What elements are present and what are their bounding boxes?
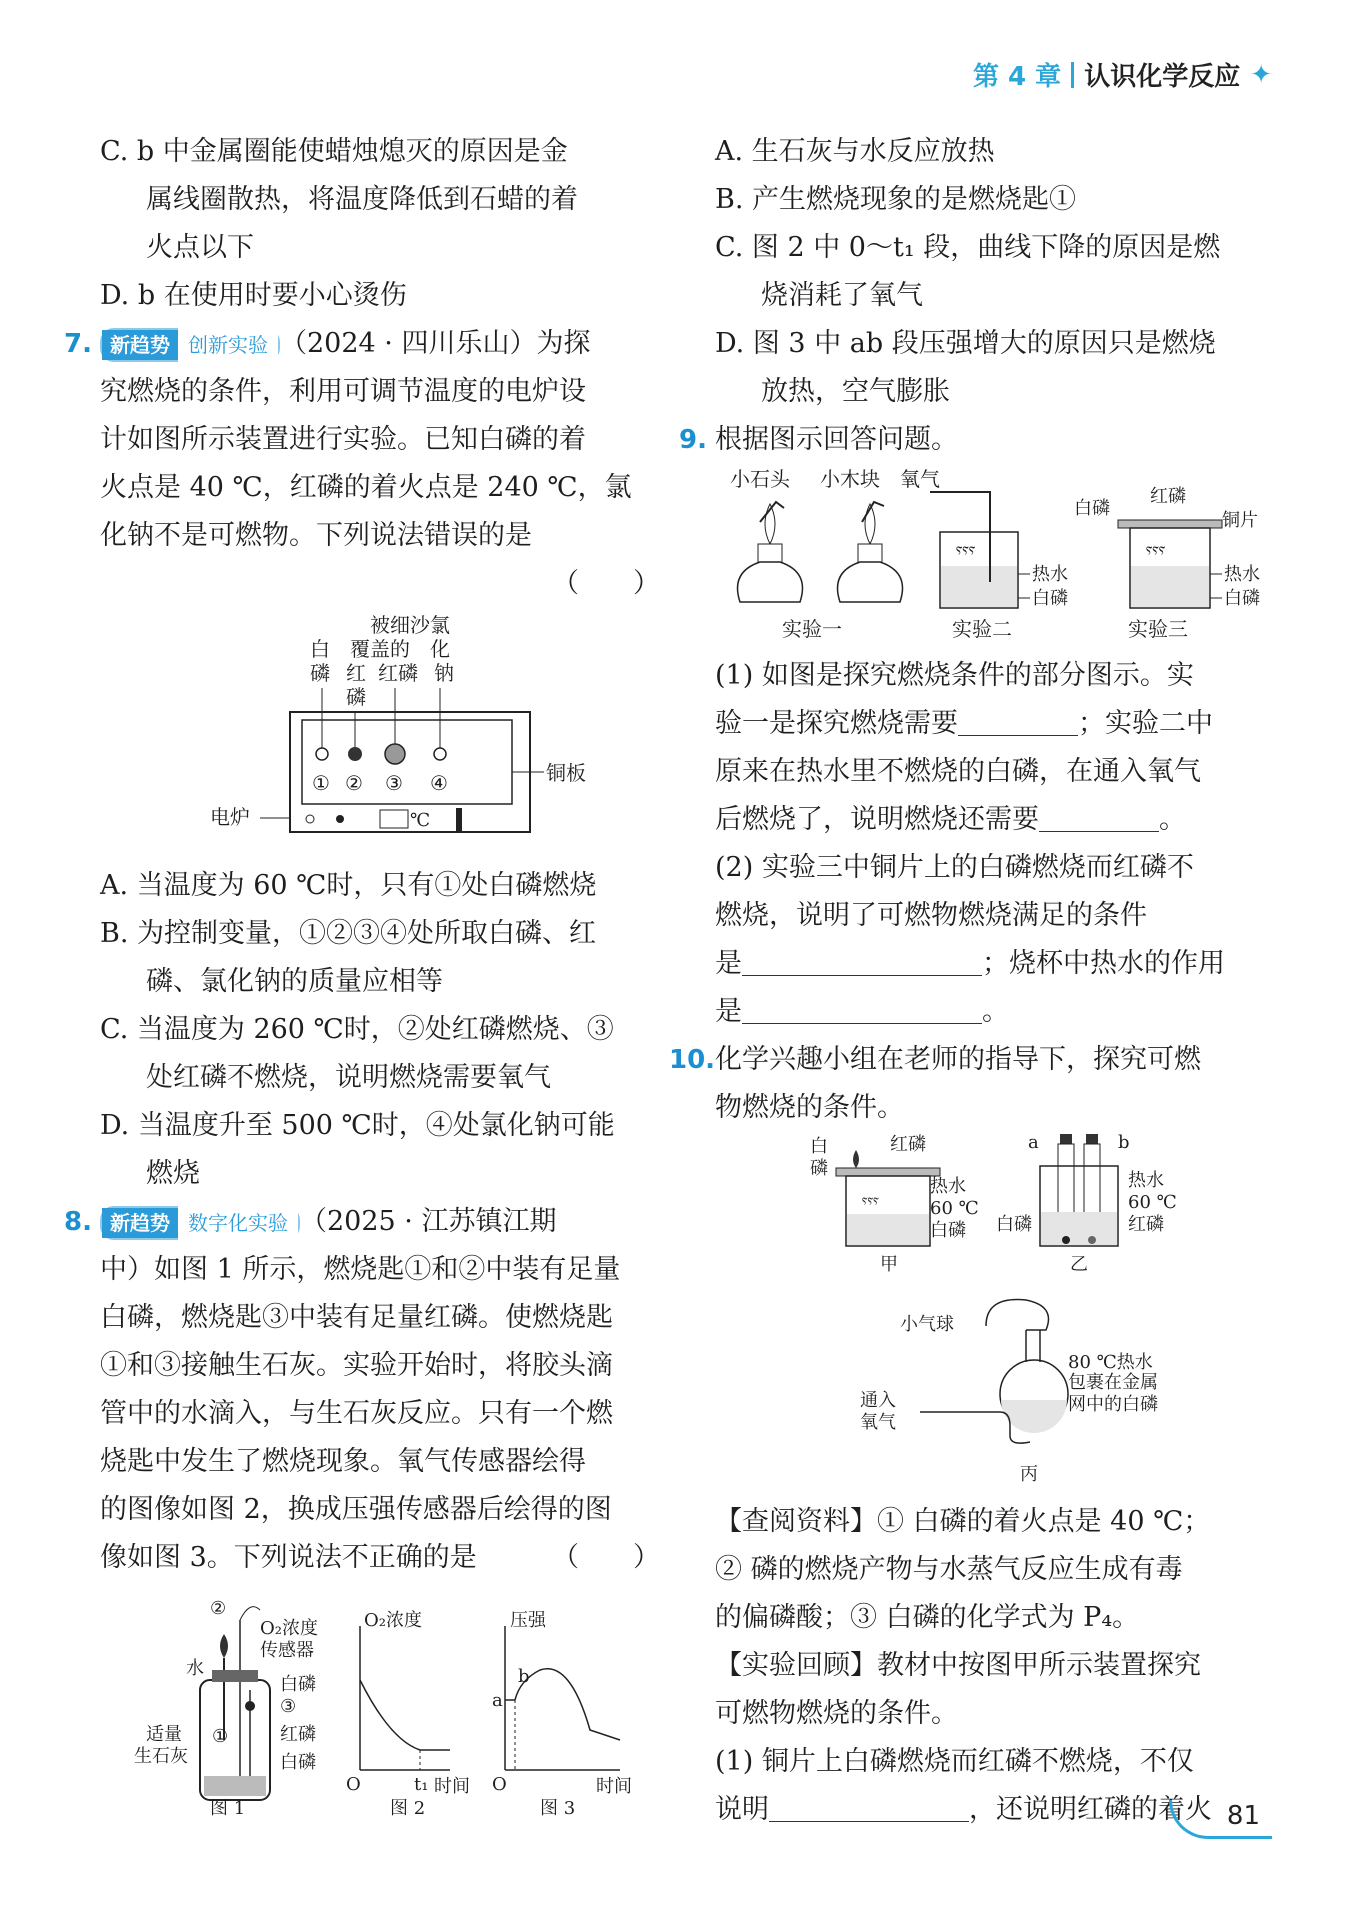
q8-stem-text-end: 像如图 3。下列说法不正确的是 [100, 1542, 477, 1573]
chapter-number: 第 4 章 [972, 62, 1062, 92]
label-whitephos-3a: 白磷 [1074, 498, 1110, 519]
pos-2: ② [345, 771, 363, 795]
q7-stem-line4: 火点是 40 ℃，红磷的着火点是 240 ℃，氯 [100, 472, 632, 503]
q7-options [64, 862, 660, 1582]
label-hot-water-2: 热水 [1032, 564, 1068, 585]
svg-text:ⲋⲋⲋ: ⲋⲋⲋ [956, 539, 976, 558]
q9-p2-line2: 燃烧，说明了可燃物燃烧满足的条件 [715, 900, 1147, 931]
q9-figure [720, 462, 1280, 642]
q9-p2-line1: (2) 实验三中铜片上的白磷燃烧而红磷不 [715, 852, 1194, 883]
fig1-label-water: 水 [186, 1658, 204, 1679]
q10-review-line2: 可燃物燃烧的条件。 [715, 1698, 958, 1729]
label-sand-covered: 被细沙 [370, 613, 430, 637]
label-phos: 磷 [310, 661, 330, 685]
q8-option-d2: 放热，空气膨胀 [761, 376, 950, 407]
fig3-caption: 图 3 [540, 1798, 576, 1819]
jia-label-phos: 磷 [810, 1158, 828, 1179]
caption-exp1: 实验一 [782, 617, 842, 641]
q9-p2-line4 [715, 988, 1275, 1036]
q8-figures [120, 1590, 660, 1820]
fig1-label-3: ③ [280, 1696, 297, 1717]
tag-type: 创新实验 [178, 321, 278, 369]
fig1-label-o2: O₂浓度 [260, 1618, 318, 1639]
label-oxygen: 氧气 [900, 467, 940, 491]
q8-option-a: A. 生石灰与水反应放热 [715, 136, 995, 167]
fig1-label-sensor: 传感器 [260, 1640, 314, 1661]
q10-q1-line1: (1) 铜片上白磷燃烧而红磷不燃烧，不仅 [715, 1746, 1194, 1777]
temp-unit: ℃ [410, 810, 431, 831]
q9-stem-text: 根据图示回答问题。 [715, 424, 958, 455]
q7-option-d2: 燃烧 [146, 1158, 200, 1189]
q7-option-c2: 处红磷不燃烧，说明燃烧需要氧气 [146, 1062, 551, 1093]
jia-label-temp: 60 ℃ [930, 1198, 979, 1219]
q9-p2-line3 [715, 940, 1275, 988]
q8-stem-line6: 烧匙中发生了燃烧现象。氧气传感器绘得 [100, 1446, 586, 1477]
fig3-point-a: a [492, 1690, 503, 1711]
q9-p1-line4 [715, 796, 1275, 844]
fig3-point-b: b [518, 1666, 530, 1687]
answer-blank[interactable] [1039, 801, 1159, 832]
fig1-label-2: ② [210, 1598, 227, 1619]
q8-number: 8. [64, 1207, 92, 1237]
q10-stem-line1 [669, 1036, 1275, 1084]
fig1-label-amount: 适量 [146, 1724, 182, 1745]
q8-stem-line4: ①和③接触生石灰。实验开始时，将胶头滴 [100, 1350, 613, 1381]
q7-number: 7. [64, 329, 92, 359]
label-redphos: 红磷 [378, 661, 418, 685]
yi-label-b: b [1118, 1132, 1130, 1153]
q7-figure [210, 612, 586, 852]
q7-stem-line5: 化钠不是可燃物。下列说法错误的是 [100, 520, 532, 551]
q9-p1-line1: (1) 如图是探究燃烧条件的部分图示。实 [715, 660, 1194, 691]
q7-option-b1: B. 为控制变量，①②③④处所取白磷、红 [100, 918, 597, 949]
fig2-origin: O [346, 1774, 361, 1795]
q6-option-c-line1: C. b 中金属圈能使蜡烛熄灭的原因是金 [100, 136, 568, 167]
chapter-header [973, 56, 1272, 93]
q9-body [669, 652, 1275, 1132]
bing-label-hot80: 80 ℃热水 [1068, 1352, 1153, 1373]
fig1-label-lime: 生石灰 [134, 1746, 188, 1767]
q10-review-line1: 【实验回顾】教材中按图甲所示装置探究 [715, 1650, 1201, 1681]
yi-label-temp: 60 ℃ [1128, 1192, 1177, 1213]
yi-label-whitephos: 白磷 [996, 1214, 1032, 1235]
pos-4: ④ [430, 771, 448, 795]
q9-text: ；实验二中 [1078, 708, 1213, 739]
q9-text: 。 [982, 996, 1009, 1027]
q9-number: 9. [679, 425, 707, 455]
fig3-origin: O [492, 1774, 507, 1795]
answer-blank: （ ） [552, 568, 660, 599]
q10-text: ，还说明红磷的着火 [969, 1794, 1212, 1825]
q8-stem-line1 [64, 1198, 660, 1246]
right-column [679, 128, 1275, 464]
q8-stem-line2: 中）如图 1 所示，燃烧匙①和②中装有足量 [100, 1254, 621, 1285]
yi-label-a: a [1028, 1132, 1039, 1153]
page-number: 81 [1226, 1801, 1260, 1831]
q7-option-b2: 磷、氯化钠的质量应相等 [146, 966, 443, 997]
q10-text: 说明 [715, 1794, 769, 1825]
caption-yi: 乙 [1070, 1254, 1088, 1275]
q7-tag [100, 328, 280, 362]
q8-tag [100, 1206, 300, 1240]
q10-info-line2: ② 磷的燃烧产物与水蒸气反应生成有毒 [715, 1554, 1183, 1585]
label-redphos-3: 红磷 [1150, 486, 1186, 507]
fig1-label-whitephos2: 白磷 [280, 1752, 316, 1773]
q6-option-c-line2: 属线圈散热，将温度降低到石蜡的着 [146, 184, 578, 215]
q9-text: ；烧杯中热水的作用 [982, 948, 1225, 979]
fig2-yaxis: O₂浓度 [364, 1610, 422, 1631]
q9-p1-line2 [715, 700, 1275, 748]
q7-answer-paren [100, 560, 660, 608]
q7-stem-line3: 计如图所示装置进行实验。已知白磷的着 [100, 424, 586, 455]
left-column [64, 128, 660, 608]
q8-stem-line8 [100, 1534, 660, 1582]
q10-body [715, 1498, 1275, 1834]
svg-text:化: 化 [430, 637, 450, 661]
q7-stem-line1 [64, 320, 660, 368]
fig1-label-1: ① [212, 1726, 229, 1747]
answer-blank[interactable] [769, 1791, 969, 1822]
label-copper-plate: 铜板 [546, 761, 586, 785]
q8-option-c2: 烧消耗了氧气 [761, 280, 923, 311]
label-covered: 覆盖的 [350, 637, 410, 661]
q9-text: 是 [715, 948, 742, 979]
label-sodium: 钠 [434, 661, 454, 685]
answer-blank[interactable] [958, 705, 1078, 736]
svg-text:ⲋⲋⲋ: ⲋⲋⲋ [862, 1192, 879, 1208]
tag-type: 数字化实验 [178, 1199, 298, 1247]
q7-option-d1: D. 当温度升至 500 ℃时，④处氯化钠可能 [100, 1110, 615, 1141]
bing-label-in2: 氧气 [860, 1412, 896, 1433]
fig3-xaxis: 时间 [596, 1776, 632, 1797]
jia-label-redphos: 红磷 [890, 1134, 926, 1155]
q8-stem-line5: 管中的水滴入，与生石灰反应。只有一个燃 [100, 1398, 613, 1429]
fig3-yaxis: 压强 [510, 1610, 546, 1631]
pos-1: ① [312, 771, 330, 795]
q8-option-c1: C. 图 2 中 0～t₁ 段，曲线下降的原因是燃 [715, 232, 1221, 263]
caption-bing: 丙 [1020, 1464, 1038, 1485]
fig2-t1: t₁ [414, 1774, 429, 1795]
tag-trend: 新趋势 [102, 330, 178, 360]
tag-trend: 新趋势 [102, 1208, 178, 1238]
q10-stem-line2: 物燃烧的条件。 [715, 1092, 904, 1123]
header-divider [1071, 62, 1074, 88]
fig2-xaxis: 时间 [434, 1776, 470, 1797]
label-phos2: 磷 [346, 685, 366, 709]
q9-p1-line3: 原来在热水里不燃烧的白磷，在通入氧气 [715, 756, 1201, 787]
label-whitephos-3b: 白磷 [1224, 588, 1260, 609]
q7-option-c1: C. 当温度为 260 ℃时，②处红磷燃烧、③ [100, 1014, 614, 1045]
caption-exp3: 实验三 [1128, 617, 1188, 641]
q9-text: 。 [1159, 804, 1186, 835]
pos-3: ③ [385, 771, 403, 795]
q7-stem-text: （2024 · 四川乐山）为探 [280, 328, 591, 359]
q8-stem-line7: 的图像如图 2，换成压强传感器后绘得的图 [100, 1494, 612, 1525]
yi-label-redphos: 红磷 [1128, 1214, 1164, 1235]
jia-label-white: 白 [810, 1136, 828, 1157]
q6-option-c-line3: 火点以下 [146, 232, 254, 263]
svg-text:ⲋⲋⲋ: ⲋⲋⲋ [1146, 539, 1166, 558]
label-furnace: 电炉 [210, 805, 250, 829]
sparkle-icon: ✦ [1250, 59, 1272, 90]
q9-text: 后燃烧了，说明燃烧还需要 [715, 804, 1039, 835]
label-copper-3: 铜片 [1222, 510, 1258, 531]
jia-label-whitephos: 白磷 [930, 1220, 966, 1241]
bing-label-balloon: 小气球 [900, 1314, 954, 1335]
q9-stem [679, 416, 1275, 464]
caption-exp2: 实验二 [952, 617, 1012, 641]
yi-label-hot: 热水 [1128, 1170, 1164, 1191]
label-hot-water-3: 热水 [1224, 564, 1260, 585]
label-stone: 小石头 [730, 467, 790, 491]
q8-stem-text: （2025 · 江苏镇江期 [300, 1206, 557, 1237]
q10-figure [800, 1130, 1200, 1490]
fig1-label-redphos: 红磷 [280, 1724, 316, 1745]
q7-stem-line2: 究燃烧的条件，利用可调节温度的电炉设 [100, 376, 586, 407]
q10-info-line3: 的偏磷酸；③ 白磷的化学式为 P₄。 [715, 1602, 1140, 1633]
bing-label-wrap1: 包裹在金属 [1068, 1372, 1158, 1393]
svg-text:氯: 氯 [430, 613, 450, 637]
q9-text: 验一是探究燃烧需要 [715, 708, 958, 739]
label-red: 红 [346, 661, 366, 685]
q8-option-d1: D. 图 3 中 ab 段压强增大的原因只是燃烧 [715, 328, 1216, 359]
fig1-label-whitephos: 白磷 [280, 1674, 316, 1695]
q10-info-line1: 【查阅资料】① 白磷的着火点是 40 ℃； [715, 1506, 1211, 1537]
answer-blank[interactable] [742, 945, 982, 976]
label-whitephos-2: 白磷 [1032, 588, 1068, 609]
answer-blank: （ ） [552, 1542, 660, 1573]
fig1-caption: 图 1 [210, 1798, 246, 1819]
q10-stem-text: 化学兴趣小组在老师的指导下，探究可燃 [715, 1044, 1201, 1075]
q6-option-d: D. b 在使用时要小心烫伤 [100, 280, 407, 311]
q9-text: 是 [715, 996, 742, 1027]
q8-option-b: B. 产生燃烧现象的是燃烧匙① [715, 184, 1077, 215]
fig2-caption: 图 2 [390, 1798, 426, 1819]
jia-label-hot: 热水 [930, 1176, 966, 1197]
q8-stem-line3: 白磷，燃烧匙③中装有足量红磷。使燃烧匙 [100, 1302, 613, 1333]
bing-label-in1: 通入 [860, 1390, 896, 1411]
bing-label-wrap2: 网中的白磷 [1068, 1394, 1158, 1415]
q7-option-a: A. 当温度为 60 ℃时，只有①处白磷燃烧 [100, 870, 597, 901]
answer-blank[interactable] [742, 993, 982, 1024]
caption-jia: 甲 [880, 1254, 898, 1275]
label-wood: 小木块 [820, 467, 880, 491]
label-white: 白 [310, 637, 330, 661]
q10-number: 10. [669, 1045, 716, 1075]
chapter-title: 认识化学反应 [1084, 62, 1241, 92]
